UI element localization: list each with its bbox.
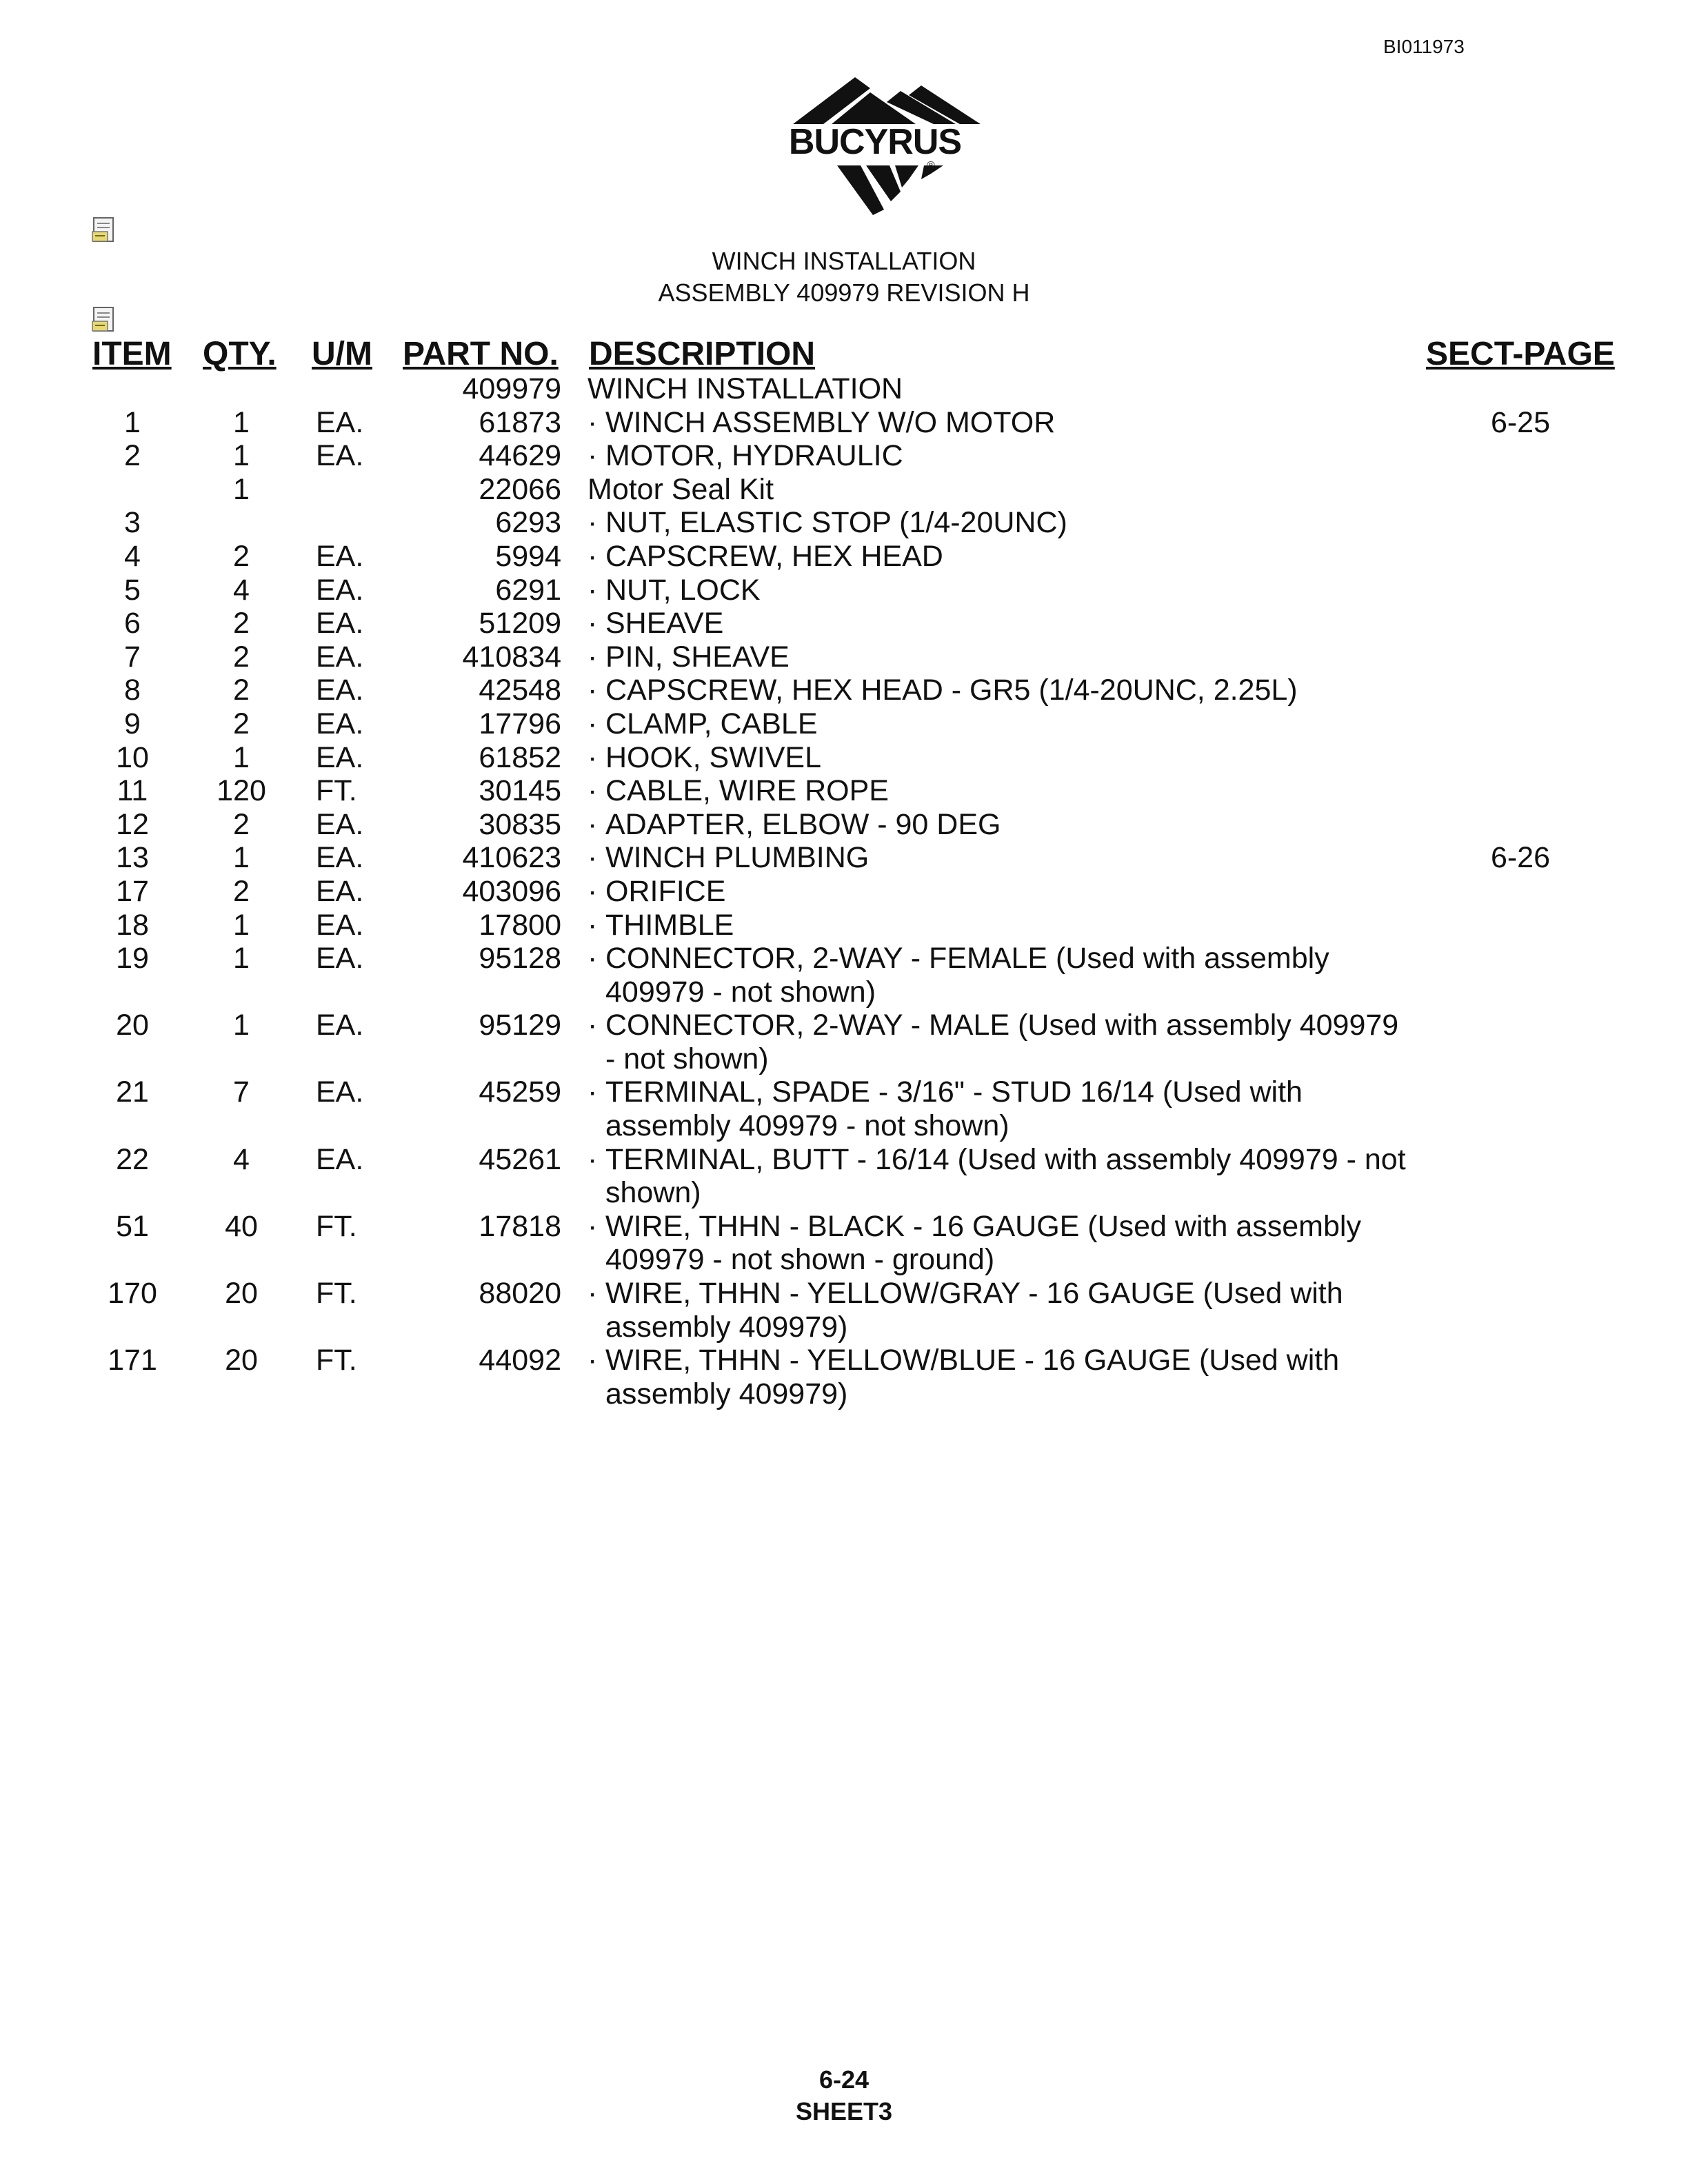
table-row <box>0 372 1688 406</box>
registered-mark: ® <box>927 160 935 172</box>
description-text: ADAPTER, ELBOW - 90 DEG <box>605 807 1001 841</box>
item-cell: 3 <box>124 506 141 540</box>
table-row <box>0 942 1688 1009</box>
qty-cell: 1 <box>233 908 250 942</box>
part-no-cell: 403096 <box>462 874 561 908</box>
um-cell: EA. <box>316 607 364 640</box>
description-cell <box>587 1210 1408 1277</box>
um-cell: EA. <box>316 707 364 740</box>
bullet-marker: · <box>587 640 598 674</box>
description-text: WIRE, THHN - BLACK - 16 GAUGE (Used with assembly 409979 - not shown - ground) <box>605 1209 1361 1277</box>
item-cell: 4 <box>124 539 141 573</box>
description-text: WIRE, THHN - YELLOW/BLUE - 16 GAUGE (Used with assembly 409979) <box>605 1344 1340 1410</box>
description-cell <box>587 707 1408 741</box>
description-cell <box>587 841 1408 875</box>
description-cell <box>587 1075 1408 1142</box>
sect-page-cell: 6-26 <box>1490 841 1551 875</box>
part-no-cell: 61873 <box>479 405 561 439</box>
description-cell <box>587 473 1408 507</box>
description-text: CLAMP, CABLE <box>605 707 818 740</box>
item-cell: 12 <box>116 807 149 841</box>
um-cell: EA. <box>316 740 364 774</box>
table-row <box>0 574 1688 607</box>
item-cell: 9 <box>124 707 141 740</box>
qty-cell: 2 <box>233 874 250 908</box>
qty-cell: 1 <box>233 1009 250 1042</box>
item-cell: 20 <box>116 1009 149 1042</box>
table-row <box>0 808 1688 842</box>
qty-cell: 4 <box>233 573 250 607</box>
description-text: Motor Seal Kit <box>587 472 774 506</box>
description-cell <box>587 574 1408 607</box>
part-no-cell: 17796 <box>479 707 561 740</box>
table-row <box>0 607 1688 640</box>
description-text: NUT, LOCK <box>605 573 761 607</box>
description-text: TERMINAL, SPADE - 3/16" - STUD 16/14 (Used with assembly 409979 - not shown) <box>605 1075 1303 1143</box>
item-cell: 22 <box>116 1142 149 1176</box>
part-no-cell: 22066 <box>479 472 561 506</box>
qty-cell: 120 <box>217 774 266 808</box>
description-text: CABLE, WIRE ROPE <box>605 774 889 808</box>
table-row <box>0 640 1688 674</box>
part-no-cell: 30145 <box>479 774 561 808</box>
description-cell <box>587 1277 1408 1344</box>
description-text: PIN, SHEAVE <box>605 640 790 674</box>
um-cell: FT. <box>316 1277 357 1311</box>
um-cell: EA. <box>316 573 364 607</box>
sect-page-cell: 6-25 <box>1490 405 1551 439</box>
qty-cell: 20 <box>225 1277 258 1311</box>
table-row <box>0 1210 1688 1277</box>
item-cell: 17 <box>116 874 149 908</box>
part-no-cell: 61852 <box>479 740 561 774</box>
item-cell: 7 <box>124 640 141 674</box>
qty-cell: 1 <box>233 942 250 975</box>
um-cell: FT. <box>316 1344 357 1377</box>
um-cell: EA. <box>316 1142 364 1176</box>
description-cell <box>587 808 1408 842</box>
qty-cell: 2 <box>233 539 250 573</box>
um-cell: EA. <box>316 908 364 942</box>
table-row <box>0 1143 1688 1210</box>
part-no-cell: 409979 <box>462 372 561 405</box>
bullet-marker: · <box>587 1009 598 1042</box>
item-cell: 21 <box>116 1075 149 1109</box>
item-cell: 13 <box>116 841 149 875</box>
part-no-cell: 30835 <box>479 807 561 841</box>
table-row <box>0 1344 1688 1410</box>
description-text: NUT, ELASTIC STOP (1/4-20UNC) <box>605 506 1067 540</box>
item-cell: 6 <box>124 607 141 640</box>
item-cell: 18 <box>116 908 149 942</box>
bullet-marker: · <box>587 439 598 473</box>
table-row <box>0 473 1688 507</box>
bucyrus-logo <box>756 74 990 221</box>
um-cell: EA. <box>316 674 364 707</box>
bullet-marker: · <box>587 707 598 740</box>
um-cell: FT. <box>316 1209 357 1243</box>
um-cell: EA. <box>316 405 364 439</box>
item-cell: 51 <box>116 1209 149 1243</box>
description-cell <box>587 607 1408 640</box>
bullet-marker: · <box>587 1142 598 1176</box>
um-cell: EA. <box>316 439 364 473</box>
table-row <box>0 540 1688 574</box>
part-no-cell: 17800 <box>479 908 561 942</box>
page-number: 6-24 <box>818 2065 870 2094</box>
qty-cell: 4 <box>233 1142 250 1176</box>
qty-cell: 7 <box>233 1075 250 1109</box>
bullet-marker: · <box>587 807 598 841</box>
qty-cell: 1 <box>233 405 250 439</box>
description-text: CONNECTOR, 2-WAY - MALE (Used with assembly 409979 - not shown) <box>605 1009 1399 1075</box>
bullet-marker: · <box>587 841 598 875</box>
table-row <box>0 506 1688 540</box>
description-cell <box>587 909 1408 942</box>
part-no-cell: 17818 <box>479 1209 561 1243</box>
part-no-cell: 410834 <box>462 640 561 674</box>
part-no-cell: 5994 <box>495 539 561 573</box>
part-no-cell: 42548 <box>479 674 561 707</box>
description-text: CAPSCREW, HEX HEAD - GR5 (1/4-20UNC, 2.25L) <box>605 674 1298 707</box>
bullet-marker: · <box>587 674 598 707</box>
bullet-marker: · <box>587 1344 598 1377</box>
qty-cell: 2 <box>233 640 250 674</box>
header-qty: QTY. <box>203 336 277 372</box>
part-no-cell: 95129 <box>479 1009 561 1042</box>
description-cell <box>587 774 1408 808</box>
table-row <box>0 875 1688 909</box>
header-sect-page: SECT-PAGE <box>1426 336 1615 372</box>
bullet-marker: · <box>587 874 598 908</box>
table-row <box>0 774 1688 808</box>
bullet-marker: · <box>587 942 598 975</box>
qty-cell: 20 <box>225 1344 258 1377</box>
bullet-marker: · <box>587 740 598 774</box>
table-row <box>0 1277 1688 1344</box>
header-description: DESCRIPTION <box>589 336 816 372</box>
description-text: TERMINAL, BUTT - 16/14 (Used with assembly 409979 - not shown) <box>605 1142 1406 1210</box>
description-text: WINCH INSTALLATION <box>587 372 903 405</box>
description-text: CONNECTOR, 2-WAY - FEMALE (Used with assembly 409979 - not shown) <box>605 942 1329 1009</box>
bullet-marker: · <box>587 539 598 573</box>
description-cell <box>587 640 1408 674</box>
qty-cell: 1 <box>233 841 250 875</box>
document-id: BI011973 <box>1383 36 1465 57</box>
description-text: CAPSCREW, HEX HEAD <box>605 539 943 573</box>
um-cell: FT. <box>316 774 357 808</box>
description-cell <box>587 372 1408 406</box>
table-row <box>0 406 1688 440</box>
bullet-marker: · <box>587 1277 598 1311</box>
bullet-marker: · <box>587 908 598 942</box>
description-text: WINCH PLUMBING <box>605 841 870 875</box>
description-text: SHEAVE <box>605 607 724 640</box>
um-cell: EA. <box>316 1009 364 1042</box>
um-cell: EA. <box>316 807 364 841</box>
part-no-cell: 51209 <box>479 607 561 640</box>
um-cell: EA. <box>316 874 364 908</box>
table-row <box>0 1009 1688 1075</box>
item-cell: 2 <box>124 439 141 473</box>
description-cell <box>587 406 1408 440</box>
item-cell: 170 <box>108 1277 157 1311</box>
item-cell: 171 <box>108 1344 157 1377</box>
description-text: WIRE, THHN - YELLOW/GRAY - 16 GAUGE (Used with assembly 409979) <box>605 1277 1343 1344</box>
description-cell <box>587 875 1408 909</box>
item-cell: 10 <box>116 740 149 774</box>
item-cell: 11 <box>117 774 148 808</box>
part-no-cell: 88020 <box>479 1277 561 1311</box>
part-no-cell: 95128 <box>479 942 561 975</box>
qty-cell: 40 <box>225 1209 258 1243</box>
item-cell: 5 <box>124 573 141 607</box>
um-cell: EA. <box>316 942 364 975</box>
bullet-marker: · <box>587 405 598 439</box>
bullet-marker: · <box>587 607 598 640</box>
bullet-marker: · <box>587 573 598 607</box>
part-no-cell: 45259 <box>479 1075 561 1109</box>
description-cell <box>587 540 1408 574</box>
description-text: ORIFICE <box>605 874 726 908</box>
table-row <box>0 909 1688 942</box>
part-no-cell: 410623 <box>462 841 561 875</box>
page-subtitle: ASSEMBLY 409979 REVISION H <box>658 279 1030 307</box>
table-row <box>0 674 1688 707</box>
bullet-marker: · <box>587 774 598 808</box>
part-no-cell: 6293 <box>495 506 561 540</box>
description-cell <box>587 942 1408 1009</box>
um-cell: EA. <box>316 1075 364 1109</box>
description-text: WINCH ASSEMBLY W/O MOTOR <box>605 405 1056 439</box>
description-cell <box>587 1344 1408 1410</box>
table-row <box>0 707 1688 741</box>
qty-cell: 2 <box>233 707 250 740</box>
description-cell <box>587 1143 1408 1210</box>
qty-cell: 1 <box>233 740 250 774</box>
item-cell: 8 <box>124 674 141 707</box>
qty-cell: 2 <box>233 807 250 841</box>
bullet-marker: · <box>587 1075 598 1109</box>
item-cell: 19 <box>116 942 149 975</box>
description-text: THIMBLE <box>605 908 734 942</box>
qty-cell: 1 <box>233 439 250 473</box>
header-um: U/M <box>312 336 372 372</box>
page-title: WINCH INSTALLATION <box>712 247 976 275</box>
header-item: ITEM <box>92 336 172 372</box>
note-icon[interactable] <box>91 306 117 334</box>
um-cell: EA. <box>316 640 364 674</box>
item-cell: 1 <box>124 405 141 439</box>
table-row <box>0 841 1688 875</box>
parts-table <box>0 372 1688 1410</box>
description-cell <box>587 741 1408 775</box>
description-cell <box>587 506 1408 540</box>
part-no-cell: 6291 <box>495 573 561 607</box>
qty-cell: 1 <box>233 472 250 506</box>
description-cell <box>587 1009 1408 1075</box>
note-icon[interactable] <box>91 216 117 244</box>
description-cell <box>587 439 1408 473</box>
part-no-cell: 44629 <box>479 439 561 473</box>
table-row <box>0 1075 1688 1142</box>
qty-cell: 2 <box>233 674 250 707</box>
bullet-marker: · <box>587 1209 598 1243</box>
logo-wordmark: BUCYRUS <box>788 122 962 162</box>
um-cell: EA. <box>316 841 364 875</box>
qty-cell: 2 <box>233 607 250 640</box>
part-no-cell: 44092 <box>479 1344 561 1377</box>
table-row <box>0 741 1688 775</box>
header-part-no: PART NO. <box>403 336 559 372</box>
part-no-cell: 45261 <box>479 1142 561 1176</box>
um-cell: EA. <box>316 539 364 573</box>
description-cell <box>587 674 1408 707</box>
table-row <box>0 439 1688 473</box>
description-text: MOTOR, HYDRAULIC <box>605 439 903 473</box>
sheet-label: SHEET3 <box>795 2097 893 2125</box>
bullet-marker: · <box>587 506 598 540</box>
description-text: HOOK, SWIVEL <box>605 740 822 774</box>
